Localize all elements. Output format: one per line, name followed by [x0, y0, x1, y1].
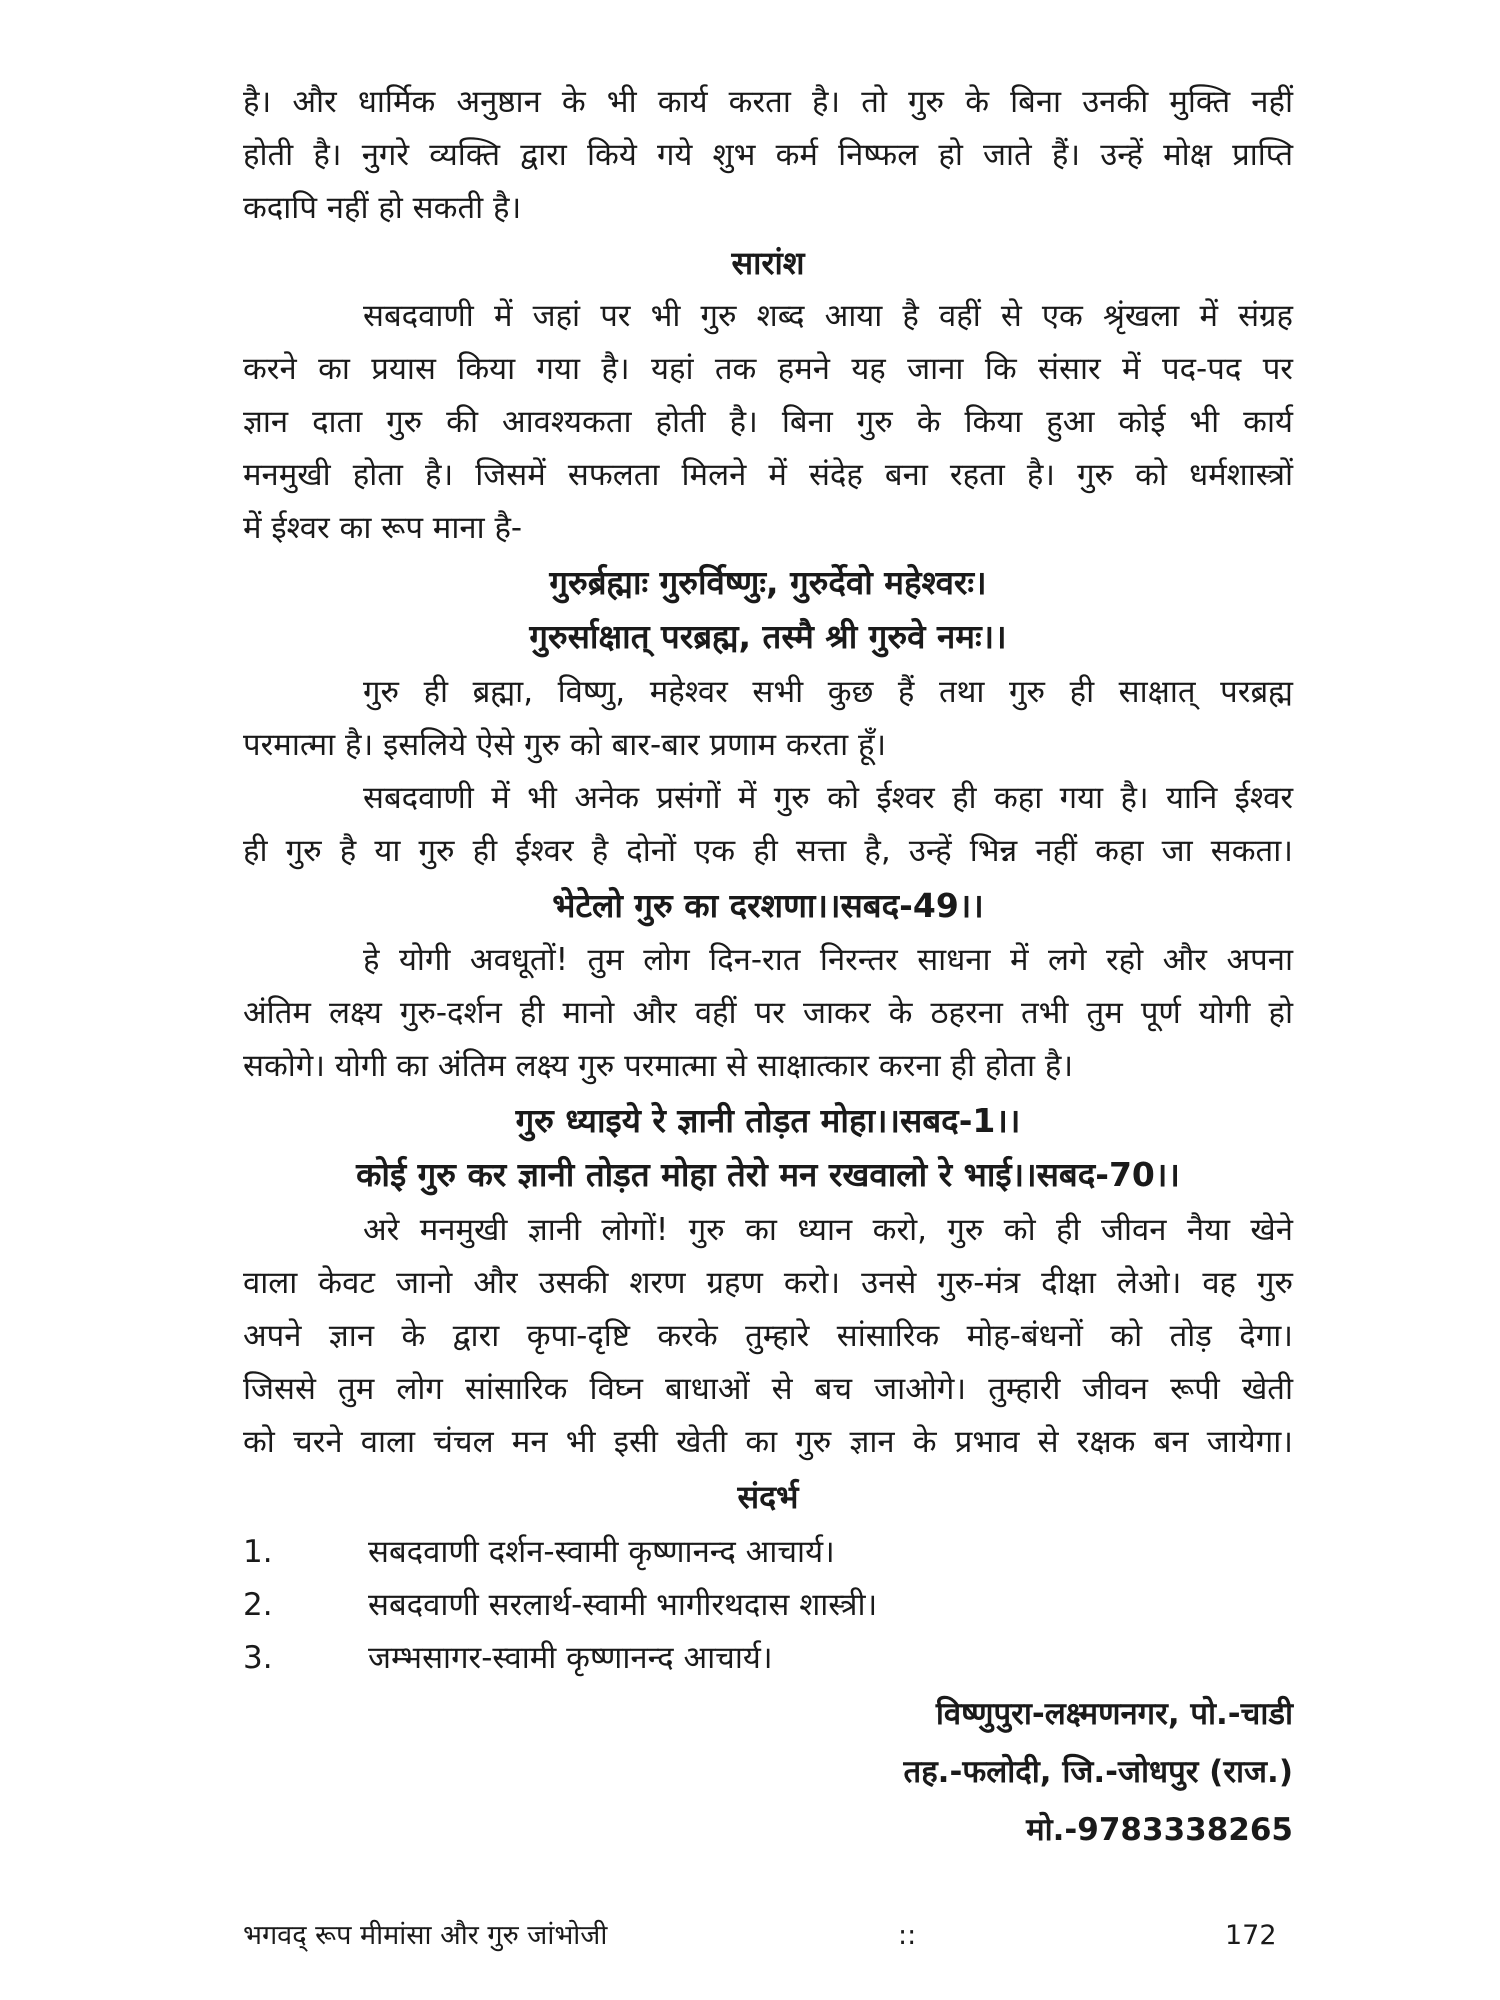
verse-line: भेटेलो गुरु का दरशणा।।सबद-49।।: [552, 886, 984, 925]
paragraph-line: अपने ज्ञान के द्वारा कृपा-दृष्टि करके तुम्हारे सांसारिक मोह-बंधनों को तोड़ देगा।: [243, 1318, 1293, 1354]
address-line: विष्णुपुरा-लक्ष्मणनगर, पो.-चाडी: [935, 1696, 1293, 1732]
reference-number: 2.: [243, 1587, 273, 1623]
paragraph-line: ज्ञान दाता गुरु की आवश्यकता होती है। बिना गुरु के किया हुआ कोई भी कार्य: [243, 404, 1293, 440]
verse-line: गुरु ध्याइये रे ज्ञानी तोड़त मोहा।।सबद-1।।: [515, 1101, 1021, 1140]
paragraph-line: सबदवाणी में भी अनेक प्रसंगों में गुरु को ईश्वर ही कहा गया है। यानि ईश्वर: [363, 780, 1293, 816]
intro-line: कदापि नहीं हो सकती है।: [243, 190, 522, 226]
reference-number: 1.: [243, 1534, 273, 1570]
verse-line: कोई गुरु कर ज्ञानी तोड़त मोहा तेरो मन रखवालो रे भाई।।सबद-70।।: [356, 1155, 1180, 1194]
reference-text: जम्भसागर-स्वामी कृष्णानन्द आचार्य।: [368, 1640, 773, 1676]
verse-line: गुरुर्ब्रह्माः गुरुर्विष्णुः, गुरुर्देवो महेश्वरः।: [549, 563, 987, 602]
summary-heading: सारांश: [731, 244, 805, 282]
footer-book-title: भगवद् रूप मीमांसा और गुरु जांभोजी: [243, 1920, 608, 1951]
address-line: मो.-9783338265: [1026, 1812, 1293, 1848]
paragraph-line: जिससे तुम लोग सांसारिक विघ्न बाधाओं से बच जाओगे। तुम्हारी जीवन रूपी खेती: [243, 1371, 1293, 1407]
paragraph-line: वाला केवट जानो और उसकी शरण ग्रहण करो। उनसे गुरु-मंत्र दीक्षा लेओ। वह गुरु: [243, 1265, 1293, 1301]
intro-line: है। और धार्मिक अनुष्ठान के भी कार्य करता है। तो गुरु के बिना उनकी मुक्ति नहीं: [243, 84, 1293, 120]
paragraph-line: करने का प्रयास किया गया है। यहां तक हमने यह जाना कि संसार में पद-पद पर: [243, 351, 1293, 387]
paragraph-line: ही गुरु है या गुरु ही ईश्वर है दोनों एक ही सत्ता है, उन्हें भिन्न नहीं कहा जा सकता।: [243, 833, 1293, 869]
paragraph-line: परमात्मा है। इसलिये ऐसे गुरु को बार-बार प्रणाम करता हूँ।: [243, 727, 887, 763]
paragraph-line: अंतिम लक्ष्य गुरु-दर्शन ही मानो और वहीं पर जाकर के ठहरना तभी तुम पूर्ण योगी हो: [243, 995, 1293, 1031]
footer-separator: ::: [898, 1920, 917, 1951]
intro-line: होती है। नुगरे व्यक्ति द्वारा किये गये शुभ कर्म निष्फल हो जाते हैं। उन्हें मोक्ष प्राप्ति: [243, 137, 1293, 173]
reference-text: सबदवाणी दर्शन-स्वामी कृष्णानन्द आचार्य।: [368, 1534, 835, 1570]
footer-page-number: 172: [1225, 1920, 1277, 1951]
paragraph-line: में ईश्वर का रूप माना है-: [243, 510, 523, 546]
reference-text: सबदवाणी सरलार्थ-स्वामी भागीरथदास शास्त्री।: [368, 1587, 878, 1623]
address-line: तह.-फलोदी, जि.-जोधपुर (राज.): [903, 1754, 1293, 1790]
reference-number: 3.: [243, 1640, 273, 1676]
references-heading: संदर्भ: [737, 1478, 799, 1516]
paragraph-line: अरे मनमुखी ज्ञानी लोगों! गुरु का ध्यान करो, गुरु को ही जीवन नैया खेने: [363, 1212, 1293, 1248]
paragraph-line: हे योगी अवधूतों! तुम लोग दिन-रात निरन्तर साधना में लगे रहो और अपना: [363, 942, 1293, 978]
paragraph-line: गुरु ही ब्रह्मा, विष्णु, महेश्वर सभी कुछ हैं तथा गुरु ही साक्षात् परब्रह्म: [363, 674, 1293, 710]
paragraph-line: सकोगे। योगी का अंतिम लक्ष्य गुरु परमात्मा से साक्षात्कार करना ही होता है।: [243, 1048, 1074, 1084]
paragraph-line: मनमुखी होता है। जिसमें सफलता मिलने में संदेह बना रहता है। गुरु को धर्मशास्त्रों: [243, 457, 1293, 493]
paragraph-line: को चरने वाला चंचल मन भी इसी खेती का गुरु ज्ञान के प्रभाव से रक्षक बन जायेगा।: [243, 1424, 1293, 1460]
verse-line: गुरुर्साक्षात् परब्रह्म, तस्मै श्री गुरुवे नमः।।: [529, 617, 1007, 656]
paragraph-line: सबदवाणी में जहां पर भी गुरु शब्द आया है वहीं से एक श्रृंखला में संग्रह: [363, 298, 1293, 334]
